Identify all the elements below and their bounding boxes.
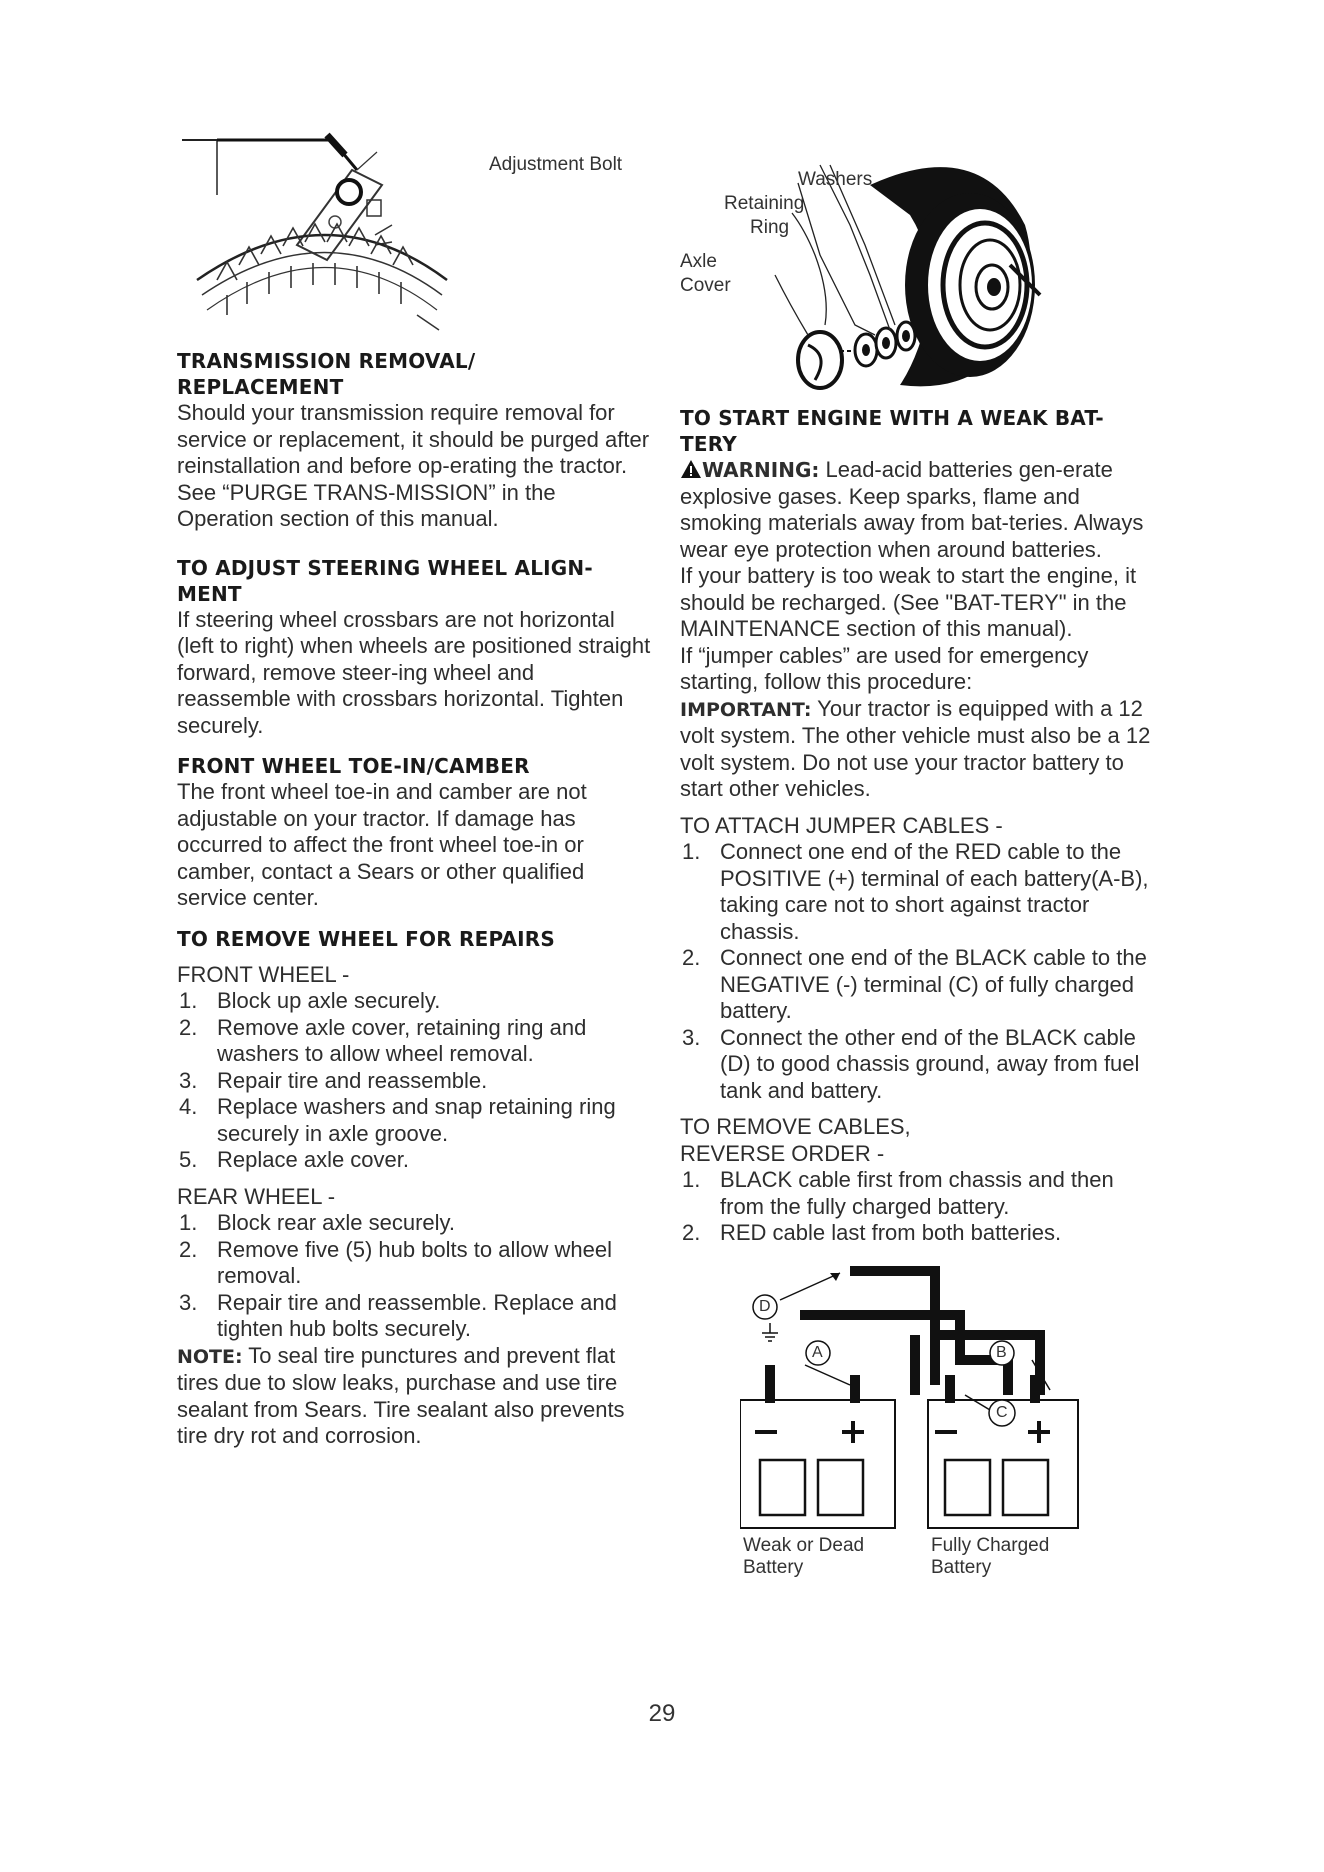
transmission-title-line2: REPLACEMENT	[177, 375, 344, 399]
steering-title-line2: MENT	[177, 581, 242, 606]
front-wheel-steps	[177, 988, 652, 1174]
adjustment-bolt-label: Adjustment Bolt	[489, 154, 623, 175]
rear-wheel-heading: REAR WHEEL -	[177, 1183, 336, 1209]
transmission-body: Should your transmission require removal for service or replacement, it should be purged after reinstallation and before op-erating the tractor. See “PURGE TRANS-MISSION” in the Operation section of this manual.	[177, 400, 650, 531]
rear-wheel-steps	[177, 1210, 652, 1343]
full-battery-caption-line1: Fully Charged	[931, 1534, 1050, 1556]
list-item: 3. Connect the other end of the BLACK cable (D) to good chassis ground, away from fuel tank and battery.	[682, 1024, 1140, 1103]
cover-label: Cover	[680, 275, 731, 296]
adjustment-bolt-figure	[177, 130, 652, 340]
attach-steps	[680, 839, 1160, 1104]
list-item: 2. Remove five (5) hub bolts to allow wheel removal.	[179, 1236, 612, 1288]
list-item: 2. Remove axle cover, retaining ring and washers to allow wheel removal.	[179, 1014, 587, 1066]
attach-heading: TO ATTACH JUMPER CABLES -	[680, 812, 1003, 838]
important-paragraph	[680, 696, 1160, 803]
tire-adjustment-illustration	[177, 130, 477, 335]
toe-in-title: FRONT WHEEL TOE-IN/CAMBER	[177, 754, 530, 778]
list-item: 5. Replace axle cover.	[179, 1147, 409, 1172]
list-item: 1. BLACK cable first from chassis and then from the fully charged battery.	[682, 1167, 1114, 1219]
callout-c: C	[996, 1403, 1008, 1421]
remove-wheel-title: TO REMOVE WHEEL FOR REPAIRS	[177, 926, 556, 951]
callout-b: B	[996, 1343, 1007, 1361]
weak-battery-section	[680, 405, 1160, 1247]
weak-battery-caption-line2: Battery	[743, 1556, 804, 1578]
list-item: 4. Replace washers and snap retaining ring securely in axle groove.	[179, 1094, 616, 1146]
remove-wheel-section	[177, 926, 652, 1450]
battery-diagram	[740, 1265, 1140, 1535]
retaining-label: Retaining	[724, 193, 805, 214]
toe-in-body: The front wheel toe-in and camber are not adjustable on your tractor. If damage has occurred to affect the front wheel toe-in or camber, contact a Sears or other qualified service center.	[177, 779, 587, 910]
axle-label: Axle	[680, 251, 717, 272]
remove-steps	[680, 1167, 1160, 1247]
warning-paragraph	[680, 457, 1160, 563]
transmission-section	[177, 348, 652, 533]
important-text: Your tractor is equipped with a 12 volt system. The other vehicle must also be a 12 volt system. Do not use your tractor battery to start other vehicles.	[680, 695, 1151, 801]
callout-d: D	[759, 1297, 771, 1315]
note-text: To seal tire punctures and prevent flat tires due to slow leaks, purchase and use tire sealant from Sears. Tire sealant also prevents tire dry rot and corrosion.	[177, 1342, 625, 1448]
note-label: NOTE:	[177, 1345, 243, 1368]
transmission-title-line1: TRANSMISSION REMOVAL/	[177, 349, 476, 373]
full-battery-caption-line2: Battery	[931, 1556, 992, 1578]
list-item: 1. Block up axle securely.	[179, 988, 441, 1013]
list-item: 1. Connect one end of the RED cable to the POSITIVE (+) terminal of each battery(A-B), taking care not to short against tractor chassis.	[682, 839, 1149, 944]
recharge-paragraph: If your battery is too weak to start the engine, it should be recharged. (See "BAT-TERY" in the MAINTENANCE section of this manual).	[680, 563, 1137, 641]
note-paragraph	[177, 1343, 652, 1450]
washers-label: Washers	[798, 169, 873, 190]
wheel-exploded-figure	[680, 155, 1160, 405]
important-label: IMPORTANT:	[680, 698, 812, 721]
toe-in-section	[177, 753, 652, 912]
warning-triangle-icon	[680, 459, 702, 479]
right-column	[680, 155, 1160, 1595]
jumper-cable-diagram	[740, 1265, 1140, 1535]
warning-text: Lead-acid batteries gen-erate explosive gases. Keep sparks, flame and smoking materials away from bat-teries. Always wear eye protection when around batteries.	[680, 457, 1144, 562]
ring-label: Ring	[750, 217, 790, 238]
list-item: 1. Block rear axle securely.	[179, 1210, 456, 1235]
page-number: 29	[648, 1700, 676, 1727]
steering-section	[177, 555, 652, 740]
weak-battery-title-line2: TERY	[680, 432, 737, 456]
weak-battery-caption-line1: Weak or Dead	[743, 1534, 865, 1556]
left-column	[177, 130, 652, 1450]
warning-label: WARNING:	[702, 458, 820, 482]
weak-battery-title-line1: TO START ENGINE WITH A WEAK BAT-	[680, 406, 1104, 430]
jumper-paragraph: If “jumper cables” are used for emergency starting, follow this procedure:	[680, 642, 1089, 694]
list-item: 3. Repair tire and reassemble.	[179, 1067, 488, 1093]
steering-title-line1: TO ADJUST STEERING WHEEL ALIGN-	[177, 555, 593, 580]
callout-a: A	[812, 1343, 823, 1361]
steering-body: If steering wheel crossbars are not horizontal (left to right) when wheels are positioned straight forward, remove steer-ing wheel and reassemble with crossbars horizontal. Tighten securely.	[177, 606, 651, 738]
list-item: 2. Connect one end of the BLACK cable to the NEGATIVE (-) terminal (C) of fully charged battery.	[682, 945, 1147, 1023]
front-wheel-heading: FRONT WHEEL -	[177, 961, 350, 987]
battery-captions	[743, 1535, 1160, 1595]
list-item: 3. Repair tire and reassemble. Replace and tighten hub bolts securely.	[179, 1289, 617, 1341]
remove-heading: TO REMOVE CABLES, REVERSE ORDER -	[680, 1114, 911, 1166]
list-item: 2. RED cable last from both batteries.	[682, 1220, 1062, 1245]
